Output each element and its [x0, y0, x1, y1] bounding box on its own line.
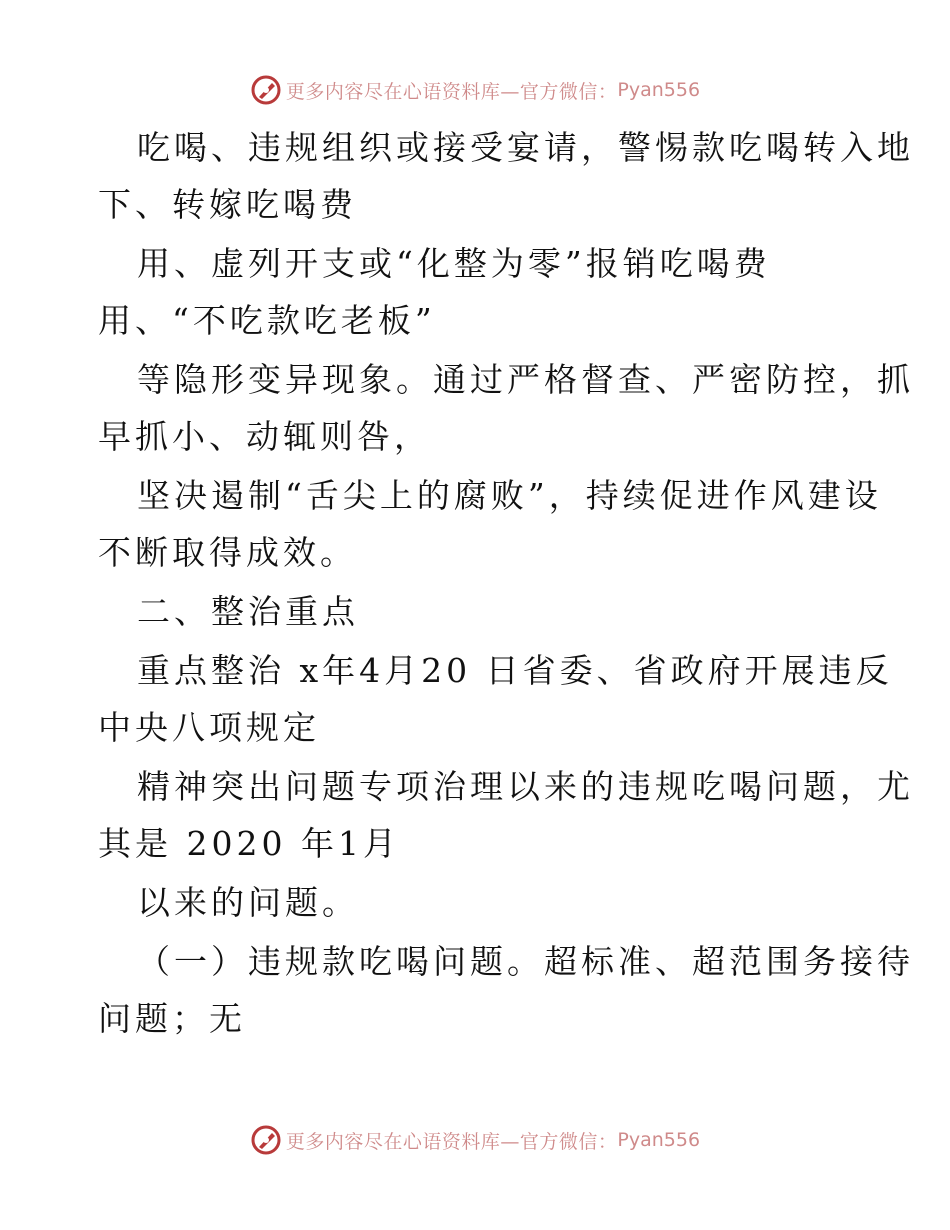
paragraph-line: 中央八项规定: [98, 708, 320, 747]
paragraph-line: 精神突出问题专项治理以来的违规吃喝问题，尤: [137, 767, 914, 806]
section-heading: 二、整治重点: [137, 592, 359, 631]
paragraph-line: 用、“不吃款吃老板”: [98, 301, 436, 340]
paragraph-line: 其是 2020 年1月: [98, 824, 400, 863]
paragraph-line: 问题；无: [98, 999, 246, 1038]
watermark-text: 更多内容尽在心语资料库—官方微信：: [285, 1130, 618, 1153]
paragraph-line: 早抓小、动辄则咎，: [98, 417, 431, 456]
paragraph-line: 坚决遏制“舌尖上的腐败”，持续促进作风建设: [137, 476, 882, 515]
paragraph-line: 用、虚列开支或“化整为零”报销吃喝费: [137, 244, 771, 283]
red-pen-circle-logo-icon: [250, 74, 282, 106]
paragraph-line: 等隐形变异现象。通过严格督查、严密防控，抓: [137, 360, 914, 399]
paragraph-line: 不断取得成效。: [98, 533, 357, 572]
paragraph-line: 下、转嫁吃喝费: [98, 185, 357, 224]
header-watermark: [0, 70, 950, 110]
watermark-wechat-id: Pyan556: [617, 79, 701, 101]
subsection-heading: （一）违规款吃喝问题。超标准、超范围务接待: [137, 942, 914, 981]
watermark-text: 更多内容尽在心语资料库—官方微信：: [285, 80, 618, 103]
red-pen-circle-logo-icon: [250, 1124, 282, 1156]
paragraph-line: 重点整治 x年4月20 日省委、省政府开展违反: [137, 651, 893, 690]
paragraph-line: 吃喝、违规组织或接受宴请，警惕款吃喝转入地: [137, 128, 914, 167]
watermark-wechat-id: Pyan556: [617, 1129, 701, 1151]
footer-watermark: [0, 1120, 950, 1160]
paragraph-line: 以来的问题。: [137, 883, 359, 922]
